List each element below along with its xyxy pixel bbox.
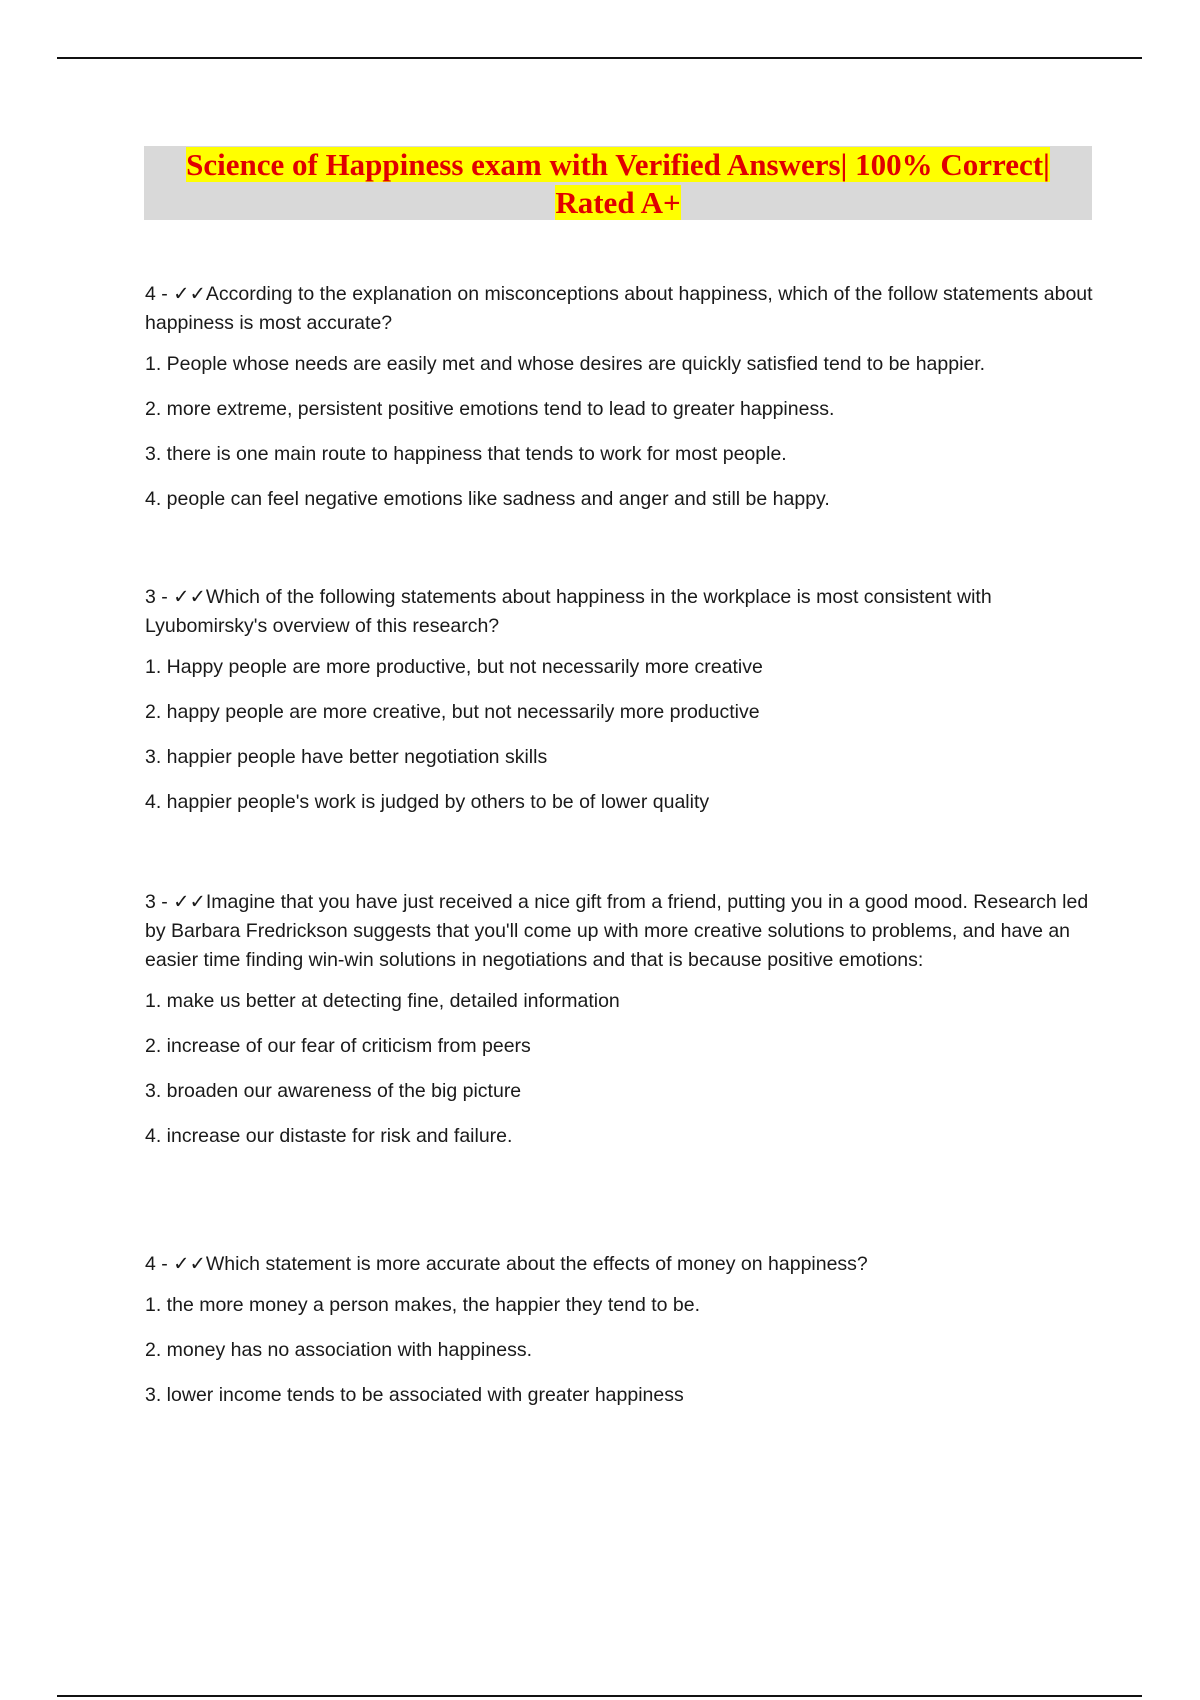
bottom-rule	[57, 1695, 1142, 1697]
question-text: 4 - ✓✓Which statement is more accurate about the effects of money on happiness?	[145, 1253, 868, 1275]
top-rule	[57, 57, 1142, 59]
answer-option: 2. money has no association with happiness.	[145, 1339, 532, 1361]
title-line-1: Science of Happiness exam with Verified Answers| 100% Correct|	[186, 147, 1050, 182]
answer-option: 3. broaden our awareness of the big picture	[145, 1080, 522, 1102]
answer-option: 2. increase of our fear of criticism from peers	[145, 1035, 531, 1057]
answer-option: 2. happy people are more creative, but not necessarily more productive	[145, 701, 760, 723]
answer-option: 1. the more money a person makes, the happier they tend to be.	[145, 1294, 700, 1316]
answer-option: 1. make us better at detecting fine, detailed information	[145, 990, 620, 1012]
answer-option: 3. happier people have better negotiation skills	[145, 746, 548, 768]
title-line-2: Rated A+	[555, 185, 681, 220]
question-text: 3 - ✓✓Imagine that you have just received a nice gift from a friend, putting you in a good mood. Research led by Barbara Fredrickson suggests that you'll come up with more creative solutions to problems, and have an easier time finding win-win solutions in negotiations and that is because positive emotions:	[145, 891, 1089, 971]
question-item	[145, 280, 1095, 530]
answer-option: 3. lower income tends to be associated with greater happiness	[145, 1384, 684, 1406]
question-item	[145, 583, 1095, 833]
question-item	[145, 888, 1095, 1167]
document-title	[144, 146, 1092, 220]
answer-option: 1. People whose needs are easily met and whose desires are quickly satisfied tend to be happier.	[145, 353, 986, 375]
answer-option: 1. Happy people are more productive, but not necessarily more creative	[145, 656, 763, 678]
answer-option: 2. more extreme, persistent positive emotions tend to lead to greater happiness.	[145, 398, 835, 420]
answer-option: 4. people can feel negative emotions like sadness and anger and still be happy.	[145, 488, 830, 510]
question-item	[145, 1250, 1095, 1426]
answer-option: 4. happier people's work is judged by others to be of lower quality	[145, 791, 710, 813]
answer-option: 3. there is one main route to happiness that tends to work for most people.	[145, 443, 787, 465]
answer-option: 4. increase our distaste for risk and failure.	[145, 1125, 513, 1147]
question-text: 4 - ✓✓According to the explanation on misconceptions about happiness, which of the follow statements about happiness is most accurate?	[145, 283, 1093, 334]
question-text: 3 - ✓✓Which of the following statements about happiness in the workplace is most consistent with Lyubomirsky's overview of this research?	[145, 586, 992, 637]
